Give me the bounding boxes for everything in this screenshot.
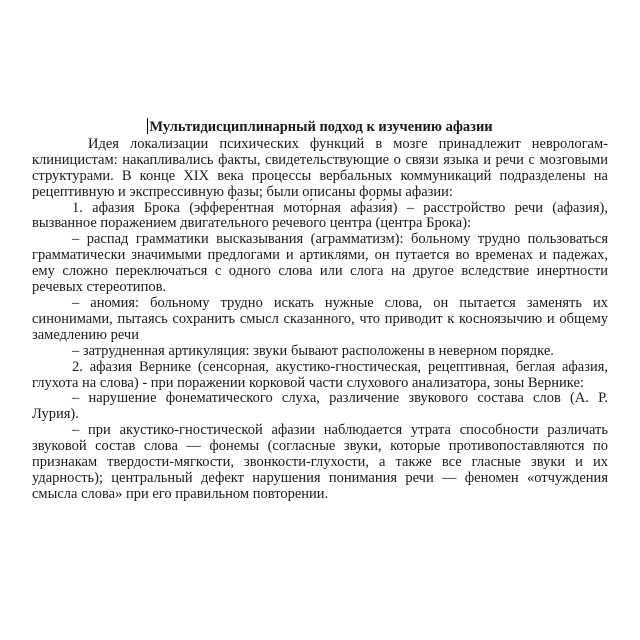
paragraph-phonemic-hearing: – нарушение фонематического слуха, различение звукового состава слов (А. Р. Лурия). xyxy=(32,390,608,423)
paragraph-anomia: – аномия: больному трудно искать нужные слова, он пытается заменять их синонимами, пытаясь сохранить смысл сказанного, что приводит к косноязычию и общему замедлению речи xyxy=(32,294,608,343)
document-body xyxy=(32,118,608,503)
paragraph-agrammatism: – распад грамматики высказывания (аграмматизм): больному трудно пользоваться грамматически значимыми предлогами и артиклями, он путается во временах и падежах, ему сложно переключаться с одного слова или слога на другое вследствие инертности речевых стереотипов. xyxy=(32,231,608,296)
paragraph-acoustic-gnostic: – при акустико-гностической афазии наблюдается утрата способности различать звуковой состав слова — фонемы (согласные звуки, которые противопоставляются по признакам твердости-мягкости, звонкости-глухости, а также все гласные звуки и их ударность); центральный дефект нарушения понимания речи — феномен «отчуждения смысла слова» при его правильном повторении. xyxy=(32,422,608,502)
paragraph-intro: Идея локализации психических функций в мозге принадлежит неврологам-клиницистам: накапливались факты, свидетельствующие о связи языка и речи с мозговыми структурами. В конце XIX века процессы вербальных коммуникаций подразделены на рецептивную и экспрессивную фазы; были описаны формы афазии: xyxy=(32,135,608,200)
paragraph-wernicke-aphasia: 2. афазия Вернике (сенсорная, акустико-гностическая, рецептивная, беглая афазия, глухота на слова) - при поражении корковой части слухового анализатора, зоны Вернике: xyxy=(32,358,608,391)
document-title: Мультидисциплинарный подход к изучению афазии xyxy=(149,119,493,135)
paragraph-broca-aphasia: 1. афазия Брока (эффере́нтная мото́рная афа́зи́я) – расстройство речи (афазия), вызванное поражением двигательного речевого центра (центра Брока): xyxy=(32,199,608,232)
document-title-line xyxy=(32,118,608,136)
paragraph-articulation: – затрудненная артикуляция: звуки бывают расположены в неверном порядке. xyxy=(72,342,554,359)
